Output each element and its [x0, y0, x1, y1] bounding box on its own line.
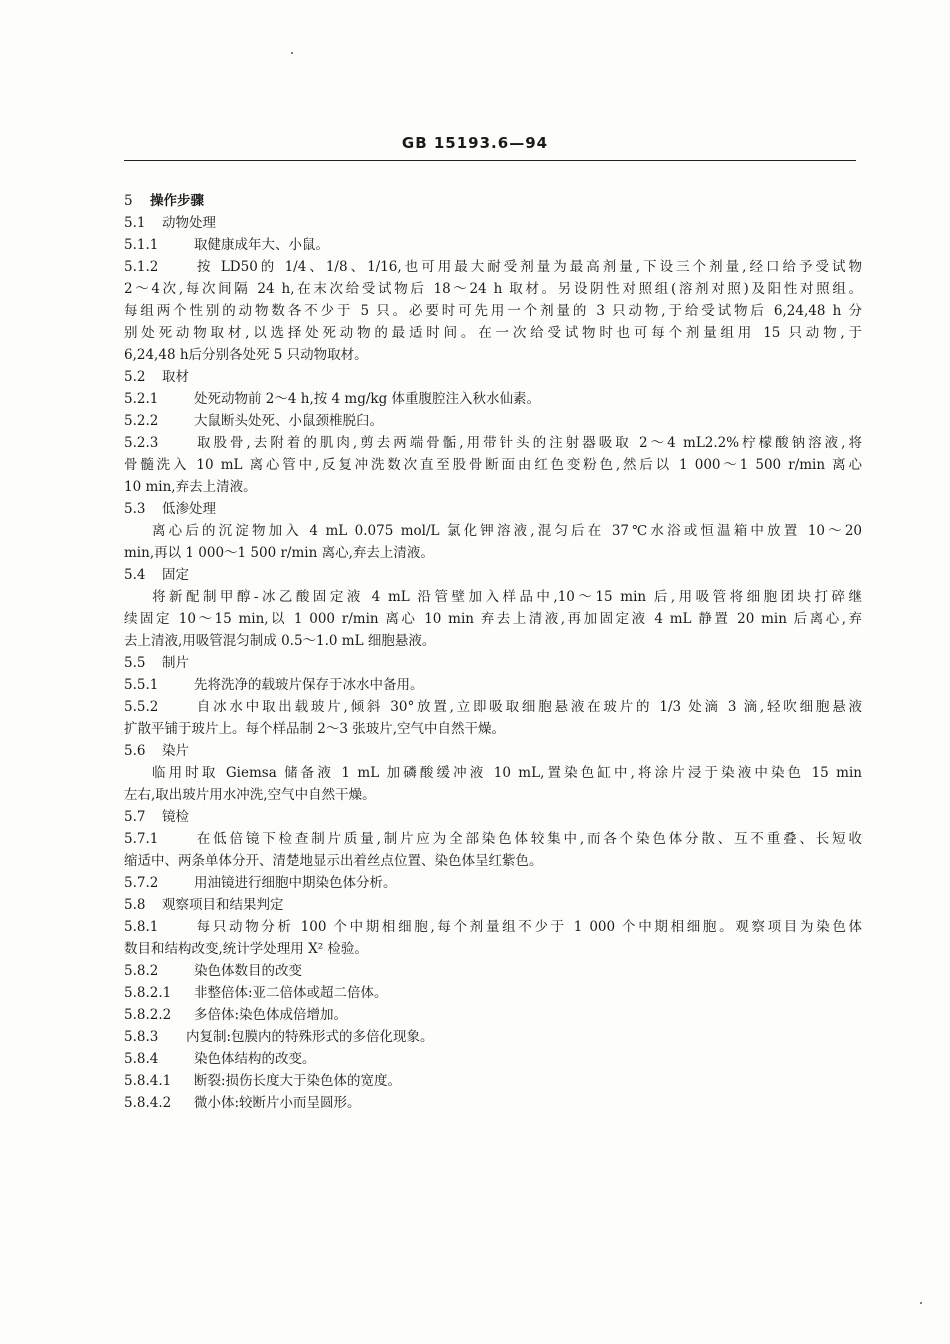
- line-text: 微小体:较断片小而呈圆形。: [194, 1095, 361, 1111]
- text-line: [124, 740, 862, 762]
- text-line: [124, 828, 862, 850]
- section-number: 5.5: [124, 655, 146, 671]
- text-line: [124, 256, 862, 278]
- text-line: [124, 850, 862, 872]
- section-number: 5.7: [124, 809, 146, 825]
- line-text: 低渗处理: [162, 501, 216, 517]
- text-line: [124, 564, 862, 586]
- line-text: 2～4次,每次间隔 24 h,在末次给受试物后 18～24 h 取材。另设阴性对照组(溶剂对照)及阳性对照组。: [124, 281, 862, 297]
- text-line: [124, 520, 862, 542]
- text-line: [124, 542, 862, 564]
- line-text: 左右,取出玻片用水冲洗,空气中自然干燥。: [124, 787, 376, 803]
- line-text: 缩适中、两条单体分开、清楚地显示出着丝点位置、染色体呈红紫色。: [124, 853, 543, 869]
- line-text: 每只动物分析 100 个中期相细胞,每个剂量组不少于 1 000 个中期相细胞。观察项目为染色体: [194, 919, 862, 935]
- text-line: [124, 696, 862, 718]
- document-body: [124, 190, 862, 1114]
- text-line: [124, 410, 862, 432]
- section-number: 5.1.2: [124, 259, 159, 275]
- section-number: 5.2.1: [124, 391, 159, 407]
- line-text: 镜检: [162, 809, 189, 825]
- line-text: 处死动物前 2～4 h,按 4 mg/kg 体重腹腔注入秋水仙素。: [194, 391, 541, 407]
- text-line: [124, 476, 862, 498]
- section-number: 5.8.1: [124, 919, 159, 935]
- line-text: 动物处理: [162, 215, 216, 231]
- line-text: 用油镜进行细胞中期染色体分析。: [194, 875, 397, 891]
- line-text: 制片: [162, 655, 189, 671]
- line-text: 每组两个性别的动物数各不少于 5 只。必要时可先用一个剂量的 3 只动物,于给受试物后 6,24,48 h 分: [124, 303, 862, 319]
- text-line: [124, 938, 862, 960]
- line-text: 骨髓洗入 10 mL 离心管中,反复冲洗数次直至股骨断面由红色变粉色,然后以 1 000～1 500 r/min 离心: [124, 457, 862, 473]
- line-text: 10 min,弃去上清液。: [124, 479, 257, 495]
- section-number: 5.7.2: [124, 875, 159, 891]
- text-line: [124, 1004, 862, 1026]
- standard-code-header: GB 15193.6—94: [401, 134, 549, 152]
- header-rule: [124, 160, 856, 161]
- line-text: 先将洗净的载玻片保存于冰水中备用。: [194, 677, 424, 693]
- section-number: 5.4: [124, 567, 146, 583]
- section-number: 5.8.4.1: [124, 1073, 172, 1089]
- section-number: 5.5.1: [124, 677, 159, 693]
- section-number: 5.8: [124, 897, 146, 913]
- line-text: 续固定 10～15 min,以 1 000 r/min 离心 10 min 弃去上清液,再加固定液 4 mL 静置 20 min 后离心,弃: [124, 611, 862, 627]
- section-number: 5.3: [124, 501, 146, 517]
- line-text: 非整倍体:亚二倍体或超二倍体。: [194, 985, 388, 1001]
- text-line: [124, 388, 862, 410]
- section-number: 5: [124, 193, 133, 209]
- text-line: [124, 1048, 862, 1070]
- line-text: 大鼠断头处死、小鼠颈椎脱臼。: [194, 413, 383, 429]
- text-line: [124, 432, 862, 454]
- line-text: 固定: [162, 567, 189, 583]
- text-line: [124, 916, 862, 938]
- text-line: [124, 586, 862, 608]
- text-line: [124, 300, 862, 322]
- text-line: [124, 652, 862, 674]
- text-line: [124, 234, 862, 256]
- text-line: [124, 630, 862, 652]
- line-text: 在低倍镜下检查制片质量,制片应为全部染色体较集中,而各个染色体分散、互不重叠、长短收: [194, 831, 862, 847]
- text-line: [124, 1026, 862, 1048]
- text-line: [124, 498, 862, 520]
- line-text: 取股骨,去附着的肌肉,剪去两端骨骺,用带针头的注射器吸取 2～4 mL2.2%柠檬酸钠溶液,将: [194, 435, 862, 451]
- line-text: 染色体数目的改变: [194, 963, 302, 979]
- section-number: 5.8.4: [124, 1051, 159, 1067]
- section-number: 5.1: [124, 215, 146, 231]
- line-text: 取材: [162, 369, 189, 385]
- text-line: [124, 762, 862, 784]
- scan-speck: [920, 1302, 922, 1304]
- text-line: [124, 1092, 862, 1114]
- line-text: 染色体结构的改变。: [194, 1051, 316, 1067]
- text-line: [124, 1070, 862, 1092]
- section-number: 5.8.3: [124, 1029, 159, 1045]
- text-line: [124, 982, 862, 1004]
- line-text: 将新配制甲醇-冰乙酸固定液 4 mL 沿管壁加入样品中,10～15 min 后,用吸管将细胞团块打碎继: [152, 589, 862, 605]
- section-number: 5.1.1: [124, 237, 159, 253]
- text-line: [124, 608, 862, 630]
- line-text: 观察项目和结果判定: [162, 897, 284, 913]
- text-line: [124, 784, 862, 806]
- text-line: [124, 212, 862, 234]
- line-text: 6,24,48 h后分别各处死 5 只动物取材。: [124, 347, 368, 363]
- line-text: 多倍体:染色体成倍增加。: [194, 1007, 348, 1023]
- line-text: 取健康成年大、小鼠。: [194, 237, 329, 253]
- section-number: 5.2.2: [124, 413, 159, 429]
- text-line: [124, 322, 862, 344]
- text-line: [124, 718, 862, 740]
- section-number: 5.8.2.2: [124, 1007, 172, 1023]
- section-number: 5.8.4.2: [124, 1095, 172, 1111]
- text-line: [124, 674, 862, 696]
- line-text: 自冰水中取出载玻片,倾斜 30°放置,立即吸取细胞悬液在玻片的 1/3 处滴 3 滴,轻吹细胞悬液: [194, 699, 862, 715]
- text-line: [124, 190, 862, 212]
- section-number: 5.2: [124, 369, 146, 385]
- line-text: 染片: [162, 743, 189, 759]
- section-number: 5.7.1: [124, 831, 159, 847]
- line-text: min,再以 1 000～1 500 r/min 离心,弃去上清液。: [124, 545, 434, 561]
- text-line: [124, 872, 862, 894]
- line-text: 扩散平铺于玻片上。每个样品制 2～3 张玻片,空气中自然干燥。: [124, 721, 506, 737]
- text-line: [124, 454, 862, 476]
- section-number: 5.8.2.1: [124, 985, 172, 1001]
- text-line: [124, 806, 862, 828]
- line-text: 临用时取 Giemsa 储备液 1 mL 加磷酸缓冲液 10 mL,置染色缸中,将涂片浸于染液中染色 15 min: [152, 765, 862, 781]
- line-text: 内复制:包膜内的特殊形式的多倍化现象。: [186, 1029, 434, 1045]
- line-text: 去上清液,用吸管混匀制成 0.5～1.0 mL 细胞悬液。: [124, 633, 436, 649]
- line-text: 别处死动物取材,以选择处死动物的最适时间。在一次给受试物时也可每个剂量组用 15 只动物,于: [124, 325, 862, 341]
- text-line: [124, 344, 862, 366]
- section-number: 5.6: [124, 743, 146, 759]
- scan-speck: [291, 52, 293, 54]
- section-number: 5.2.3: [124, 435, 159, 451]
- line-text: 数目和结构改变,统计学处理用 X² 检验。: [124, 941, 368, 957]
- section-number: 5.8.2: [124, 963, 159, 979]
- line-text: 离心后的沉淀物加入 4 mL 0.075 mol/L 氯化钾溶液,混匀后在 37℃水浴或恒温箱中放置 10～20: [152, 523, 862, 539]
- text-line: [124, 894, 862, 916]
- line-text: 断裂:损伤长度大于染色体的宽度。: [194, 1073, 402, 1089]
- line-text: 操作步骤: [150, 193, 204, 209]
- text-line: [124, 960, 862, 982]
- section-number: 5.5.2: [124, 699, 159, 715]
- text-line: [124, 278, 862, 300]
- line-text: 按 LD50的 1/4、1/8、1/16,也可用最大耐受剂量为最高剂量,下设三个剂量,经口给予受试物: [194, 259, 862, 275]
- text-line: [124, 366, 862, 388]
